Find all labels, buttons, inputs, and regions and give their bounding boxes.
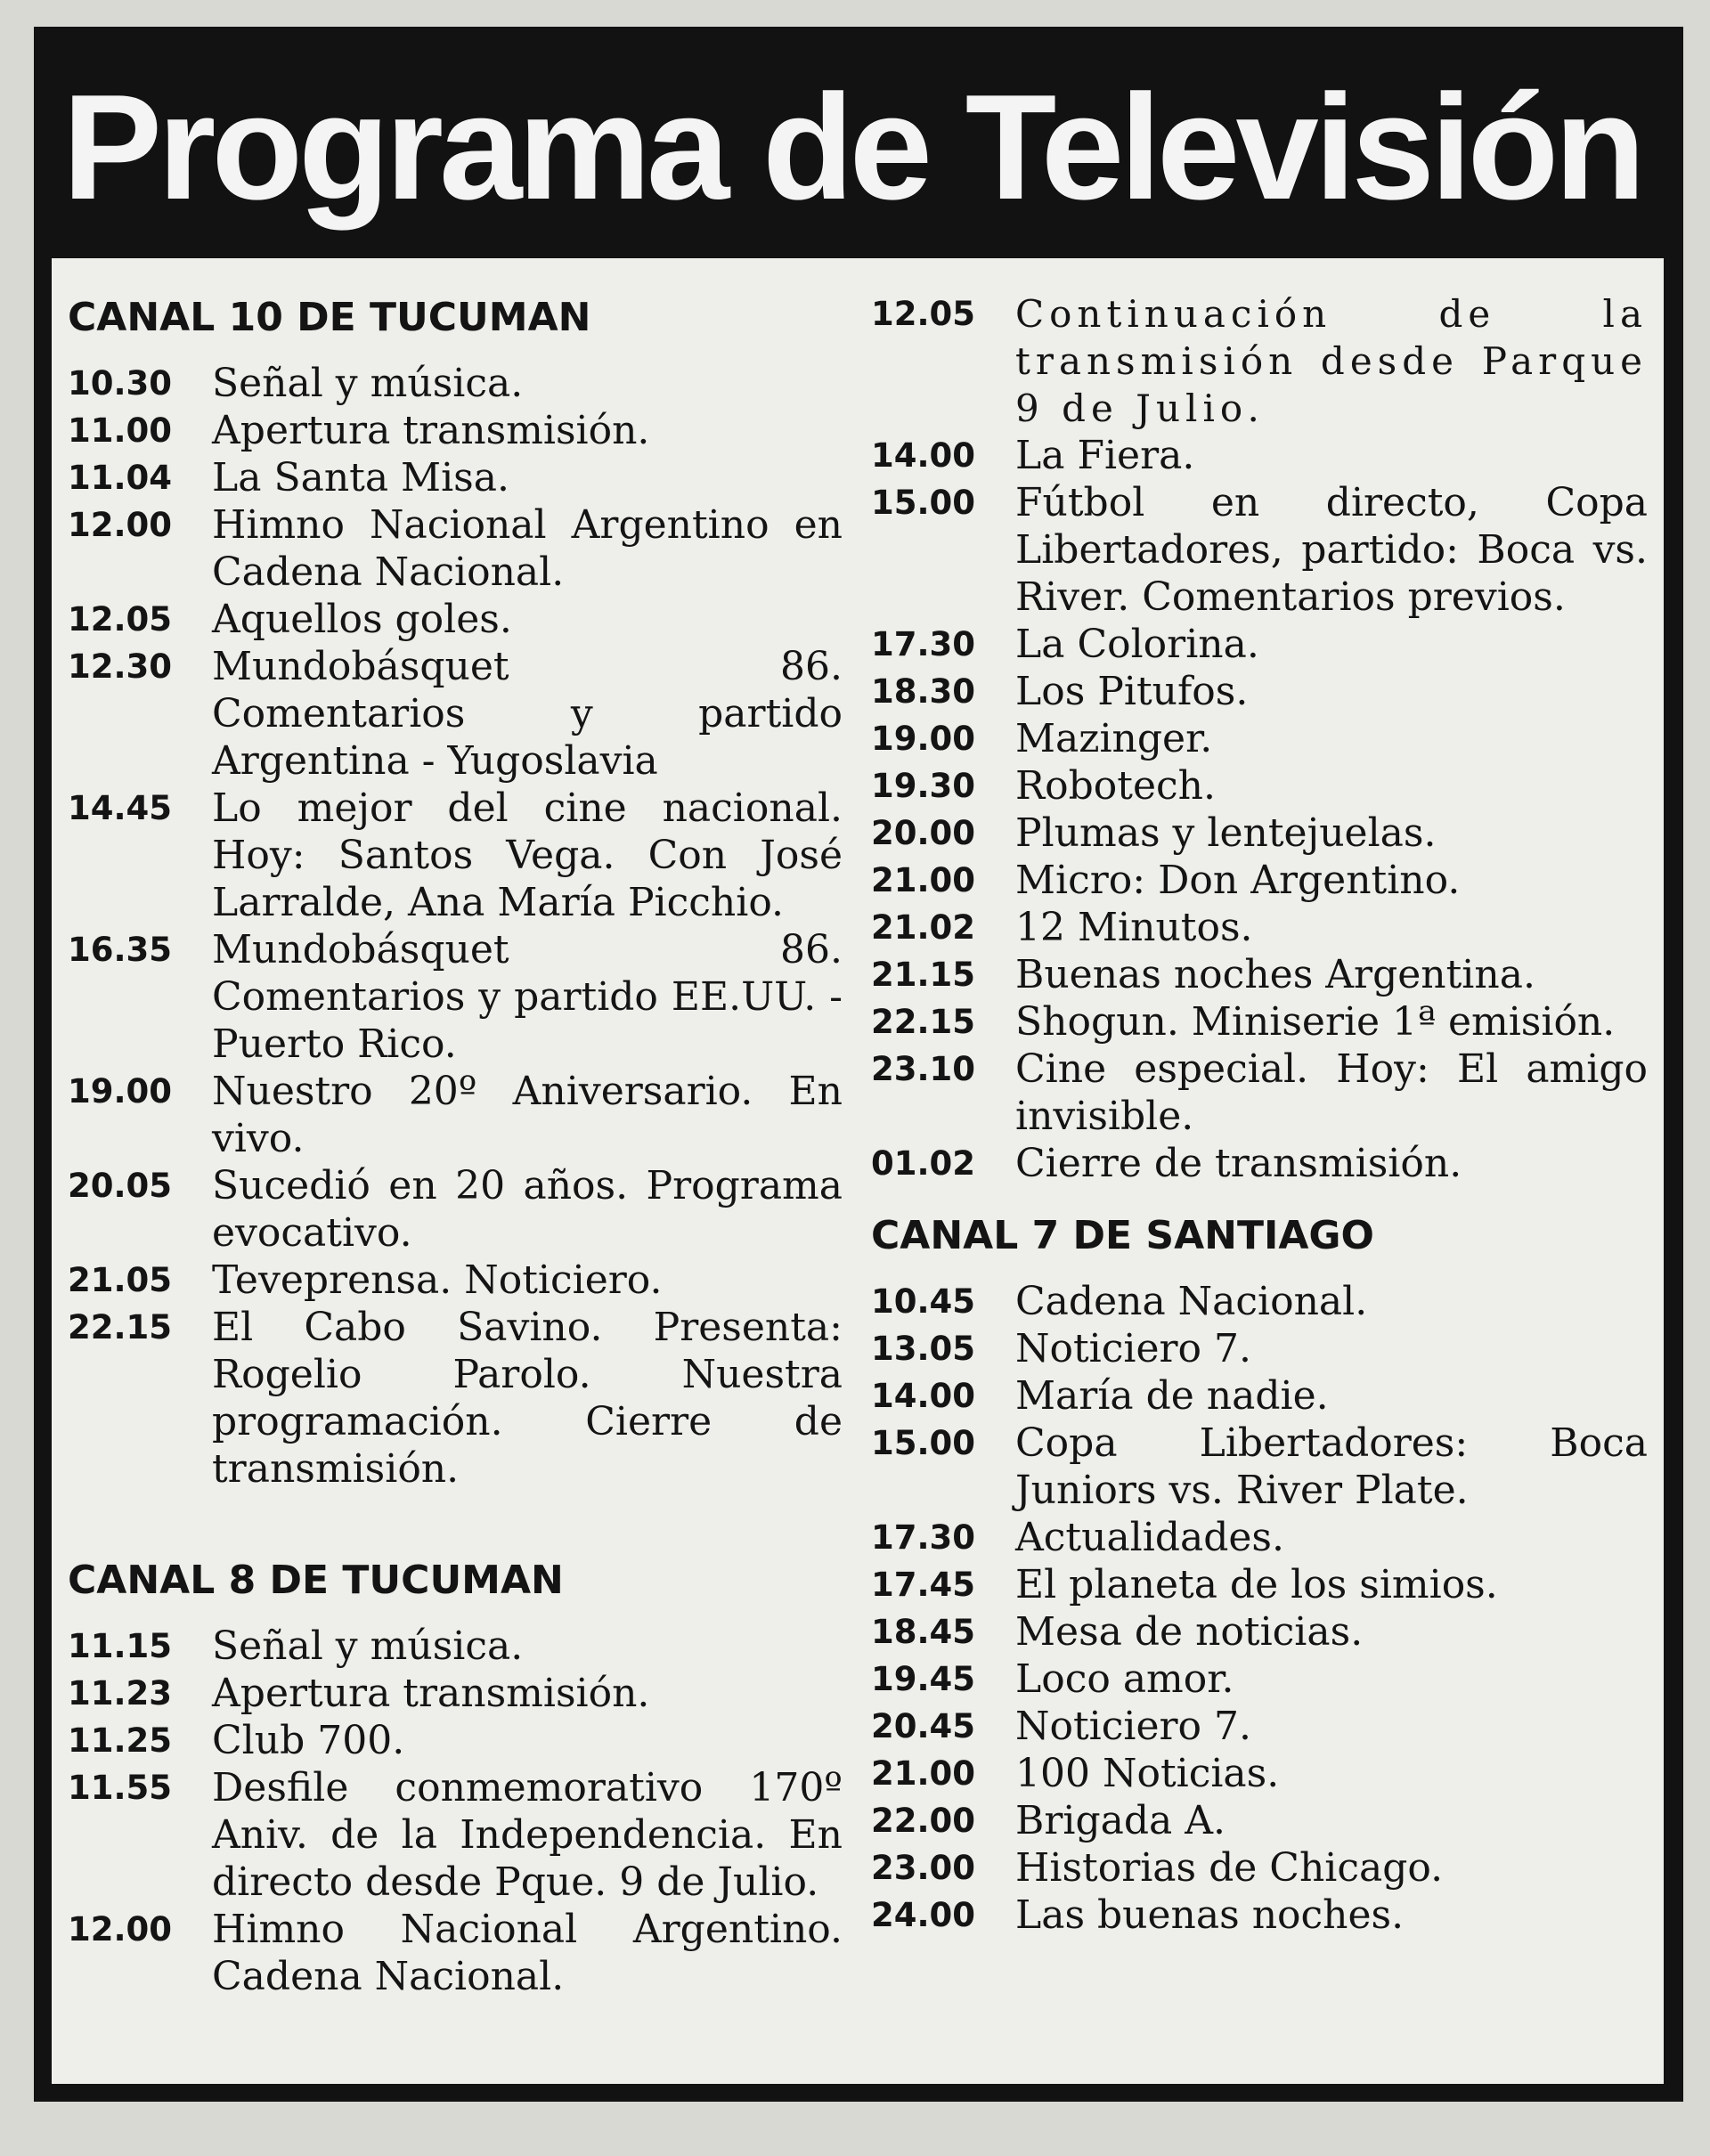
entry-time: 23.00 — [871, 1849, 976, 1887]
entry-time: 12.30 — [68, 647, 173, 686]
entry-time: 11.04 — [68, 459, 173, 497]
entry-text: Mundobásquet 86. Comentarios y partido EE.UU. - Puerto Rico. — [212, 927, 843, 1067]
entry-text: Desfile conmemorativo 170º Aniv. de la Independencia. En directo desde Pque. 9 de Julio. — [212, 1765, 843, 1905]
entry-time: 12.05 — [68, 600, 173, 639]
list-item — [871, 621, 1648, 668]
entry-text: Continuación de la transmisión desde Parque 9 de Julio. — [1015, 292, 1648, 430]
entry-text: Las buenas noches. — [1015, 1892, 1405, 1938]
entry-time: 15.00 — [871, 484, 976, 522]
entry-text: Himno Nacional Argentino. Cadena Nacional. — [212, 1907, 843, 1999]
list-item — [871, 857, 1648, 904]
entry-text: Club 700. — [212, 1718, 405, 1763]
entry-time: 17.30 — [871, 1518, 976, 1557]
list-item — [68, 1162, 843, 1257]
list-item — [68, 643, 843, 785]
list-item — [68, 454, 843, 501]
list-item — [871, 1278, 1648, 1325]
list-item — [871, 951, 1648, 998]
list-item — [68, 926, 843, 1068]
list-item — [68, 501, 843, 596]
list-item — [871, 904, 1648, 951]
list-item — [68, 1717, 843, 1764]
right-column — [871, 258, 1648, 1939]
entry-text: Copa Libertadores: Boca Juniors vs. River Plate. — [1015, 1420, 1648, 1513]
entry-text: Actualidades. — [1015, 1515, 1284, 1560]
list-item — [68, 407, 843, 454]
entry-time: 23.10 — [871, 1050, 976, 1088]
entry-text: Cierre de transmisión. — [1015, 1141, 1462, 1186]
list-item — [871, 1140, 1648, 1187]
entry-text: Robotech. — [1015, 763, 1216, 809]
entry-text: 12 Minutos. — [1015, 905, 1253, 950]
entry-text: Buenas noches Argentina. — [1015, 952, 1535, 997]
schedule-panel — [52, 258, 1664, 2084]
entry-time: 22.15 — [871, 1003, 976, 1041]
list-item — [871, 1892, 1648, 1939]
entry-text: Loco amor. — [1015, 1656, 1234, 1702]
entry-time: 20.05 — [68, 1167, 173, 1205]
entry-time: 18.45 — [871, 1613, 976, 1651]
canal7-heading: CANAL 7 DE SANTIAGO — [871, 1213, 1374, 1258]
entry-text: La Santa Misa. — [212, 455, 509, 500]
entry-time: 15.00 — [871, 1424, 976, 1462]
list-item — [871, 1372, 1648, 1420]
left-column — [68, 258, 843, 2000]
entry-text: La Colorina. — [1015, 622, 1259, 667]
entry-time: 19.45 — [871, 1660, 976, 1698]
entry-text: Lo mejor del cine nacional. Hoy: Santos Vega. Con José Larralde, Ana María Picchio. — [212, 785, 843, 925]
entry-time: 12.05 — [871, 295, 976, 333]
entry-time: 16.35 — [68, 931, 173, 969]
entry-time: 21.15 — [871, 956, 976, 994]
list-item — [871, 715, 1648, 762]
list-item — [871, 1514, 1648, 1561]
entry-text: Mesa de noticias. — [1015, 1609, 1364, 1655]
entry-text: Cadena Nacional. — [1015, 1279, 1368, 1324]
entry-text: Fútbol en directo, Copa Libertadores, partido: Boca vs. River. Comentarios previos. — [1015, 480, 1648, 620]
entry-time: 12.00 — [68, 1910, 173, 1949]
entry-time: 22.15 — [68, 1308, 173, 1346]
list-item — [871, 762, 1648, 810]
page-title: Programa de Televisión — [62, 63, 1641, 231]
entry-time: 10.30 — [68, 364, 173, 403]
list-item — [68, 1068, 843, 1162]
list-item — [68, 1623, 843, 1670]
entry-text: Brigada A. — [1015, 1798, 1226, 1843]
entry-text: Cine especial. Hoy: El amigo invisible. — [1015, 1046, 1648, 1139]
entry-time: 21.05 — [68, 1261, 173, 1299]
entry-text: La Fiera. — [1015, 433, 1195, 478]
entry-text: El planeta de los simios. — [1015, 1562, 1498, 1607]
entry-time: 19.00 — [68, 1072, 173, 1111]
entry-text: El Cabo Savino. Presenta: Rogelio Parolo. Nuestra programación. Cierre de transmisión. — [212, 1305, 843, 1492]
list-item — [871, 1703, 1648, 1750]
entry-time: 12.00 — [68, 506, 173, 544]
entry-time: 19.00 — [871, 720, 976, 758]
entry-time: 14.00 — [871, 436, 976, 475]
entry-text: Teveprensa. Noticiero. — [212, 1257, 663, 1303]
entry-time: 20.45 — [871, 1707, 976, 1745]
list-item — [871, 432, 1648, 479]
entry-text: 100 Noticias. — [1015, 1751, 1280, 1796]
entry-time: 21.00 — [871, 861, 976, 899]
list-item — [871, 1844, 1648, 1892]
entry-time: 18.30 — [871, 672, 976, 711]
list-item — [871, 1325, 1648, 1372]
entry-time: 11.55 — [68, 1769, 173, 1807]
entry-text: Señal y música. — [212, 361, 524, 406]
list-item — [871, 668, 1648, 715]
entry-time: 11.23 — [68, 1674, 173, 1713]
list-item — [871, 1656, 1648, 1703]
entry-time: 17.45 — [871, 1566, 976, 1604]
entry-time: 17.30 — [871, 625, 976, 663]
entry-time: 21.00 — [871, 1754, 976, 1793]
list-item — [68, 1257, 843, 1304]
entry-time: 11.25 — [68, 1721, 173, 1760]
entry-time: 10.45 — [871, 1282, 976, 1321]
list-item — [68, 596, 843, 643]
list-item — [68, 1906, 843, 2000]
entry-time: 22.00 — [871, 1802, 976, 1840]
entry-time: 14.00 — [871, 1377, 976, 1415]
entry-text: Señal y música. — [212, 1623, 524, 1669]
list-item — [871, 1608, 1648, 1656]
list-item — [871, 998, 1648, 1045]
entry-text: Nuestro 20º Aniversario. En vivo. — [212, 1069, 843, 1161]
list-item — [871, 1420, 1648, 1514]
entry-time: 11.00 — [68, 411, 173, 450]
entry-text: Noticiero 7. — [1015, 1704, 1251, 1749]
entry-text: Shogun. Miniserie 1ª emisión. — [1015, 999, 1616, 1045]
entry-time: 21.02 — [871, 908, 976, 947]
list-item — [871, 1797, 1648, 1844]
entry-time: 11.15 — [68, 1627, 173, 1665]
entry-time: 20.00 — [871, 814, 976, 852]
list-item — [68, 1670, 843, 1717]
entry-text: Apertura transmisión. — [212, 1671, 650, 1716]
entry-time: 14.45 — [68, 789, 173, 827]
entry-text: Aquellos goles. — [212, 597, 512, 642]
entry-text: Plumas y lentejuelas. — [1015, 810, 1437, 856]
list-item — [68, 1304, 843, 1493]
list-item — [68, 1764, 843, 1906]
entry-text: Himno Nacional Argentino en Cadena Nacional. — [212, 502, 843, 595]
entry-text: Los Pitufos. — [1015, 669, 1249, 714]
entry-time: 24.00 — [871, 1896, 976, 1934]
entry-time: 01.02 — [871, 1144, 976, 1183]
entry-text: Mazinger. — [1015, 716, 1213, 761]
entry-text: Sucedió en 20 años. Programa evocativo. — [212, 1163, 843, 1256]
entry-time: 13.05 — [871, 1330, 976, 1368]
list-item — [871, 290, 1648, 432]
list-item — [871, 1561, 1648, 1608]
entry-text: Micro: Don Argentino. — [1015, 858, 1461, 903]
list-item — [871, 1750, 1648, 1797]
canal10-heading: CANAL 10 DE TUCUMAN — [68, 295, 591, 340]
list-item — [871, 479, 1648, 621]
list-item — [68, 785, 843, 926]
entry-text: Apertura transmisión. — [212, 408, 650, 453]
list-item — [68, 360, 843, 407]
entry-time: 19.30 — [871, 767, 976, 805]
canal8-heading: CANAL 8 DE TUCUMAN — [68, 1558, 564, 1603]
entry-text: Noticiero 7. — [1015, 1326, 1251, 1371]
entry-text: Mundobásquet 86. Comentarios y partido Argentina - Yugoslavia — [212, 644, 843, 784]
entry-text: Historias de Chicago. — [1015, 1845, 1444, 1891]
entry-text: María de nadie. — [1015, 1373, 1329, 1419]
list-item — [871, 1045, 1648, 1140]
list-item — [871, 810, 1648, 857]
